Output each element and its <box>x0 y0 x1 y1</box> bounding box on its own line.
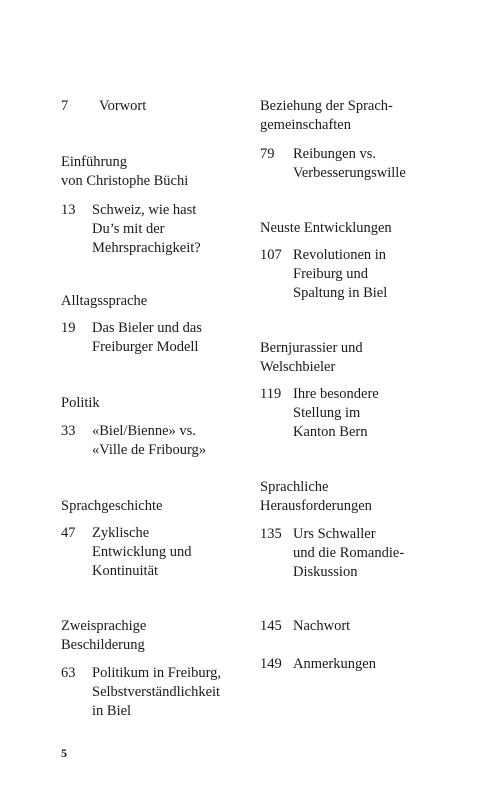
toc-page-number: 107 <box>260 247 282 263</box>
toc-entry-revolutionen <box>260 246 387 303</box>
toc-entry-title: Nachwort <box>293 618 351 634</box>
toc-page-number: 63 <box>61 665 76 681</box>
toc-entry-vorwort <box>61 97 146 116</box>
toc-page-number: 13 <box>61 202 76 218</box>
section-heading-beschilderung: Zweisprachige Beschilderung <box>61 618 147 653</box>
toc-entry-title: Vorwort <box>99 98 147 114</box>
toc-page-number: 149 <box>260 656 282 672</box>
toc-entry-title: Schweiz, wie hast Du’s mit der Mehrsprachigkeit? <box>92 202 201 256</box>
toc-entry-title: Politikum in Freiburg, Selbstverständlichkeit in Biel <box>92 665 222 719</box>
toc-page-number: 135 <box>260 526 282 542</box>
toc-entry-title: Reibungen vs. Verbesserungswille <box>293 146 406 181</box>
page-number: 5 <box>61 746 67 760</box>
toc-entry-title: Urs Schwaller und die Romandie- Diskussion <box>293 526 405 580</box>
section-heading-bernjurassier: Bernjurassier und Welschbieler <box>260 340 363 375</box>
section-heading-politik: Politik <box>61 395 100 411</box>
toc-entry-title: Revolutionen in Freiburg und Spaltung in Biel <box>293 247 388 301</box>
toc-entry-biel-bienne <box>61 422 206 460</box>
toc-entry-schweiz <box>61 201 201 258</box>
toc-page-number: 79 <box>260 146 275 162</box>
toc-entry-bieler-modell <box>61 319 202 357</box>
toc-entry-title: Das Bieler und das Freiburger Modell <box>92 320 202 355</box>
toc-entry-title: Zyklische Entwicklung und Kontinuität <box>92 525 192 579</box>
toc-entry-reibungen <box>260 145 406 183</box>
toc-entry-title: «Biel/Bienne» vs. «Ville de Fribourg» <box>92 423 207 458</box>
toc-entry-politikum <box>61 664 221 721</box>
toc-entry-title: Ihre besondere Stellung im Kanton Bern <box>293 386 379 440</box>
toc-page-number: 145 <box>260 618 282 634</box>
toc-entry-schwaller <box>260 525 404 582</box>
toc-entry-title: Anmerkungen <box>293 656 376 672</box>
toc-page-number: 19 <box>61 320 76 336</box>
toc-page-number: 33 <box>61 423 76 439</box>
section-heading-alltagssprache: Alltagssprache <box>61 293 148 309</box>
section-heading-sprachliche: Sprachliche Herausforderungen <box>260 479 372 514</box>
toc-page-number: 47 <box>61 525 76 541</box>
toc-entry-nachwort <box>260 617 350 636</box>
toc-entry-anmerkungen <box>260 655 376 674</box>
section-heading-neuste: Neuste Entwicklungen <box>260 220 392 236</box>
toc-page-number: 7 <box>61 98 69 114</box>
section-heading-beziehung: Beziehung der Sprach- gemeinschaften <box>260 98 393 133</box>
section-heading-sprachgeschichte: Sprachgeschichte <box>61 498 163 514</box>
section-heading-einfuehrung: Einführung von Christophe Büchi <box>61 154 189 189</box>
toc-page-number: 119 <box>260 386 282 402</box>
toc-entry-stellung <box>260 385 379 442</box>
toc-entry-zyklische <box>61 524 191 581</box>
